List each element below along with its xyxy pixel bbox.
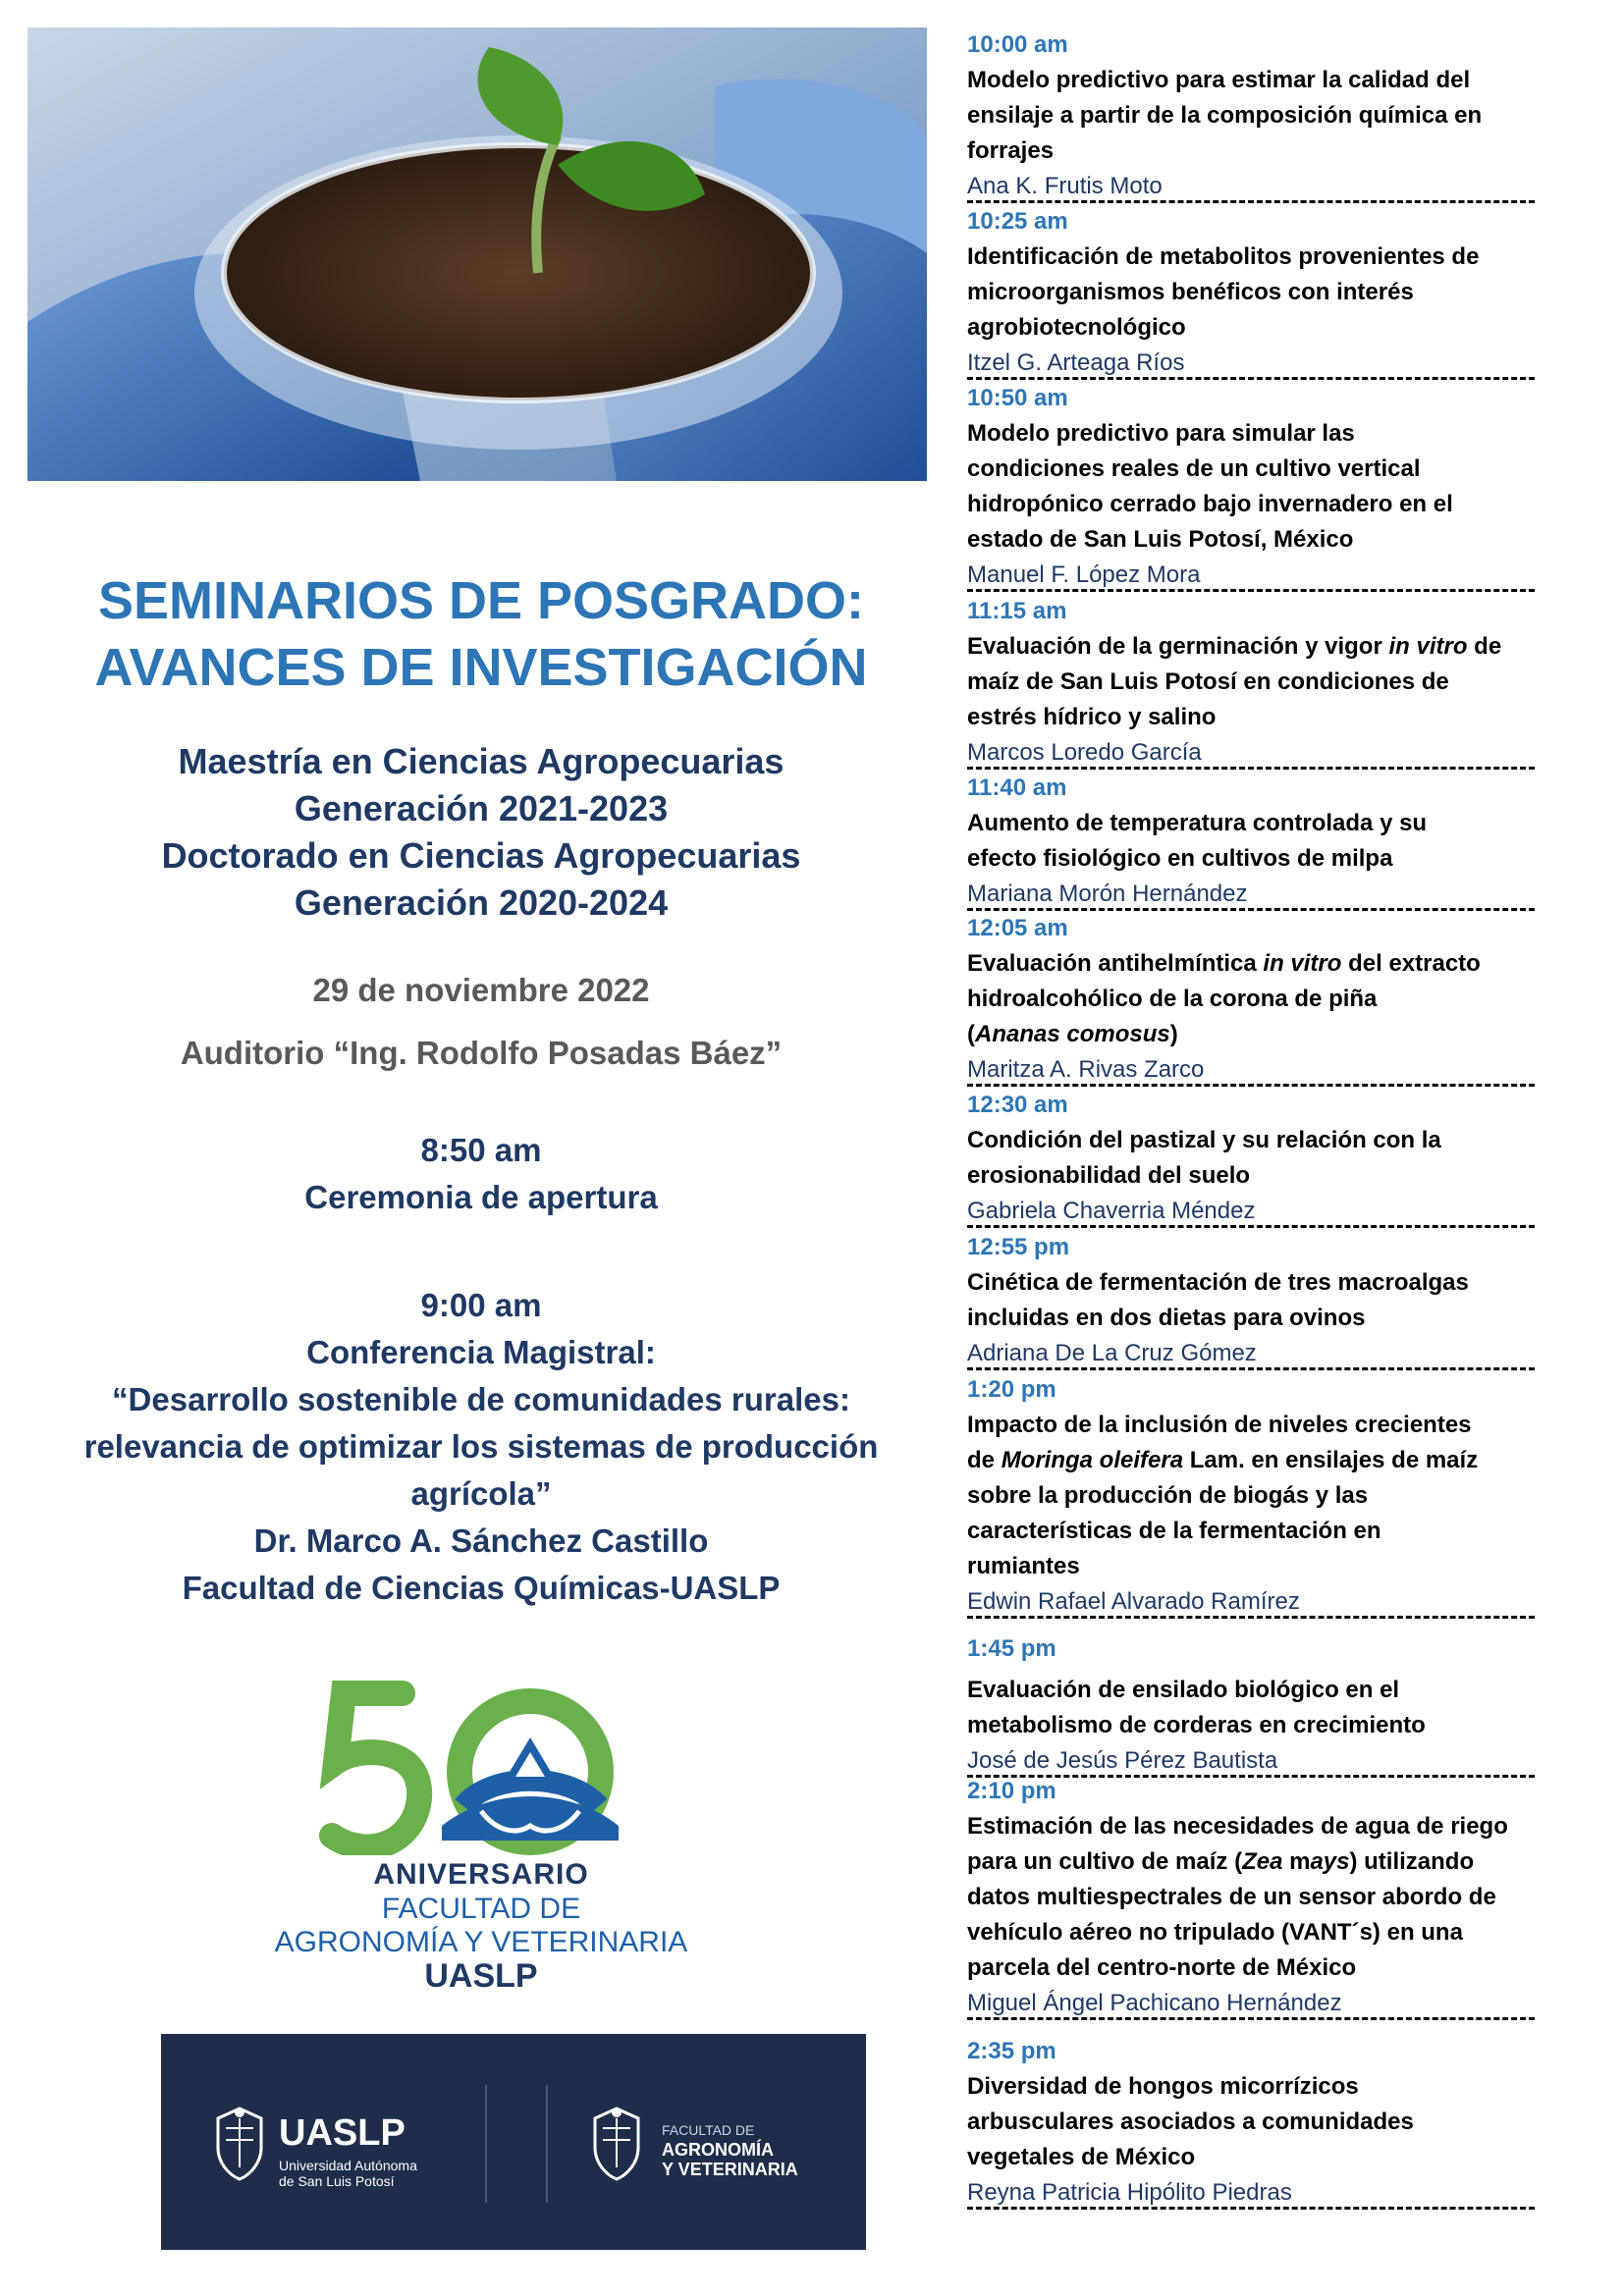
talk-title-line: Evaluación antihelmíntica in vitro del extracto	[967, 950, 1481, 977]
talk-title-line: Evaluación de la germinación y vigor in vitro de	[967, 633, 1502, 660]
talk-speaker: Itzel G. Arteaga Ríos	[967, 349, 1185, 376]
schedule-time: 10:50 am	[967, 385, 1068, 411]
talk-speaker: Edwin Rafael Alvarado Ramírez	[967, 1588, 1300, 1615]
talk-title-line: Estimación de las necesidades de agua de riego	[967, 1813, 1508, 1840]
talk-speaker: Gabriela Chaverria Méndez	[967, 1198, 1256, 1224]
program-line: Generación 2021-2023	[294, 788, 669, 828]
talk-title-line: datos multiespectrales de un sensor abordo de	[967, 1884, 1496, 1910]
keynote-title-line: relevancia de optimizar los sistemas de producción	[83, 1428, 879, 1465]
talk-title-line: erosionabilidad del suelo	[967, 1162, 1251, 1189]
program-line: Maestría en Ciencias Agropecuarias	[178, 741, 785, 781]
talk-title-line: Cinética de fermentación de tres macroalgas	[967, 1269, 1469, 1296]
institution-banner	[161, 2034, 866, 2250]
talk-speaker: Manuel F. López Mora	[967, 561, 1201, 588]
talk-title-line: microorganismos benéficos con interés	[967, 279, 1414, 305]
page-title-line-1: SEMINARIOS DE POSGRADO:	[97, 571, 865, 630]
talk-title-line: ensilaje a partir de la composición química en	[967, 102, 1483, 129]
faculty-crest-icon	[585, 2105, 648, 2183]
talk-title-line: Identificación de metabolitos provenientes de	[967, 243, 1480, 270]
faculty-name-line: Y VETERINARIA	[662, 2160, 798, 2179]
schedule-time: 1:20 pm	[967, 1376, 1056, 1403]
talk-speaker: Mariana Morón Hernández	[967, 881, 1248, 907]
talk-speaker: Reyna Patricia Hipólito Piedras	[967, 2179, 1292, 2206]
anniversary-line-3: AGRONOMÍA Y VETERINARIA	[274, 1926, 688, 1958]
programs-block	[0, 738, 962, 927]
schedule-entry	[967, 771, 1537, 911]
talk-title-line: vegetales de México	[967, 2144, 1196, 2170]
talk-title-line: estado de San Luis Potosí, México	[967, 526, 1354, 553]
talk-title-line: hidroalcohólico de la corona de piña	[967, 986, 1378, 1012]
talk-title-line: parcela del centro-norte de México	[967, 1954, 1357, 1981]
uaslp-wordmark: UASLP	[279, 2112, 406, 2154]
talk-title-line: Modelo predictivo para estimar la calidad del	[967, 67, 1471, 93]
opening-block	[0, 1127, 962, 1221]
schedule-time: 1:45 pm	[967, 1635, 1056, 1662]
talk-title-line: vehículo aéreo no tripulado (VANT´s) en una	[967, 1919, 1463, 1946]
schedule-entry	[967, 911, 1537, 1087]
uaslp-subtitle-line: Universidad Autónoma	[279, 2158, 417, 2173]
schedule-entry	[967, 381, 1537, 592]
uaslp-subtitle	[279, 2158, 475, 2189]
anniversary-line-4: UASLP	[424, 1957, 538, 1995]
schedule-time: 2:10 pm	[967, 1778, 1056, 1804]
keynote-title-line: agrícola”	[410, 1475, 552, 1512]
program-line: Doctorado en Ciencias Agropecuarias	[161, 835, 801, 876]
anniversary-line-1: ANIVERSARIO	[373, 1858, 589, 1891]
anniversary-line-2: FACULTAD DE	[381, 1893, 581, 1925]
keynote-label: Conferencia Magistral:	[306, 1334, 656, 1370]
banner-divider	[485, 2085, 487, 2203]
schedule-entry	[967, 1631, 1537, 1778]
talk-title-line: maíz de San Luis Potosí en condiciones de	[967, 668, 1449, 695]
schedule-entry	[967, 1372, 1537, 1619]
event-venue: Auditorio “Ing. Rodolfo Posadas Báez”	[180, 1035, 783, 1071]
schedule-time: 12:30 am	[967, 1092, 1068, 1118]
schedule-entry	[967, 1774, 1537, 2020]
talk-title-line: rumiantes	[967, 1553, 1080, 1579]
talk-title-line: estrés hídrico y salino	[967, 704, 1217, 730]
keynote-time: 9:00 am	[420, 1287, 542, 1323]
50-logo-icon	[295, 1679, 687, 1855]
schedule-time: 12:55 pm	[967, 1234, 1070, 1260]
talk-speaker: José de Jesús Pérez Bautista	[967, 1747, 1278, 1774]
keynote-title-line: “Desarrollo sostenible de comunidades rurales:	[112, 1381, 850, 1417]
talk-title-line: Modelo predictivo para simular las	[967, 420, 1355, 447]
talk-title-line: Impacto de la inclusión de niveles crecientes	[967, 1412, 1472, 1438]
keynote-affiliation: Facultad de Ciencias Químicas-UASLP	[182, 1570, 781, 1606]
talk-title-line: Aumento de temperatura controlada y su	[967, 810, 1428, 836]
opening-label: Ceremonia de apertura	[304, 1179, 658, 1215]
event-date: 29 de noviembre 2022	[312, 972, 650, 1008]
talk-title-line: condiciones reales de un cultivo vertical	[967, 455, 1421, 482]
banner-divider	[546, 2085, 548, 2203]
talk-speaker: Miguel Ángel Pachicano Hernández	[967, 1990, 1342, 2016]
talk-title-line: metabolismo de corderas en crecimiento	[967, 1712, 1426, 1738]
talk-title-line: efecto fisiológico en cultivos de milpa	[967, 845, 1393, 872]
talk-title-line: Diversidad de hongos micorrízicos	[967, 2073, 1359, 2100]
opening-time: 8:50 am	[420, 1132, 542, 1168]
seedling-photo	[27, 27, 927, 481]
faculty-small-label: FACULTAD DE	[662, 2122, 755, 2138]
talk-title-line: para un cultivo de maíz (Zea mays) utilizando	[967, 1848, 1475, 1875]
talk-title-line: sobre la producción de biogás y las	[967, 1482, 1369, 1509]
schedule-entry	[967, 2034, 1537, 2210]
talk-title-line: hidropónico cerrado bajo invernadero en el	[967, 491, 1453, 517]
schedule-time: 10:00 am	[967, 31, 1068, 58]
talk-speaker: Maritza A. Rivas Zarco	[967, 1056, 1205, 1083]
schedule-entry	[967, 204, 1537, 380]
talk-speaker: Marcos Loredo García	[967, 739, 1202, 766]
uaslp-subtitle-line: de San Luis Potosí	[279, 2173, 395, 2189]
seedling-in-petri-dish-image	[27, 27, 927, 481]
schedule-entry	[967, 1088, 1537, 1228]
program-line: Generación 2020-2024	[294, 882, 669, 923]
keynote-speaker: Dr. Marco A. Sánchez Castillo	[253, 1522, 709, 1559]
talk-title-line: Condición del pastizal y su relación con la	[967, 1127, 1441, 1153]
schedule-entry	[967, 1230, 1537, 1370]
talk-title-line: incluidas en dos dietas para ovinos	[967, 1305, 1366, 1331]
talk-title-line: Evaluación de ensilado biológico en el	[967, 1677, 1400, 1703]
schedule-time: 2:35 pm	[967, 2038, 1056, 2064]
talk-title-line: (Ananas comosus)	[967, 1021, 1178, 1047]
faculty-name-line: AGRONOMÍA	[662, 2140, 774, 2160]
talk-title-line: de Moringa oleifera Lam. en ensilajes de maíz	[967, 1447, 1479, 1473]
schedule-time: 11:40 am	[967, 774, 1067, 801]
page-title-line-2: AVANCES DE INVESTIGACIÓN	[94, 638, 868, 697]
talk-title-line: arbusculares asociados a comunidades	[967, 2109, 1414, 2135]
schedule-entry	[967, 27, 1537, 203]
talk-title-line: características de la fermentación en	[967, 1518, 1381, 1544]
faculty-name	[662, 2140, 798, 2179]
talk-speaker: Ana K. Frutis Moto	[967, 173, 1163, 199]
keynote-block	[0, 1282, 962, 1612]
talk-title-line: agrobiotecnológico	[967, 314, 1186, 341]
schedule-time: 12:05 am	[967, 915, 1068, 941]
talk-speaker: Adriana De La Cruz Gómez	[967, 1340, 1257, 1366]
schedule-entry	[967, 594, 1537, 770]
schedule-time: 10:25 am	[967, 208, 1068, 235]
talk-title-line: forrajes	[967, 137, 1055, 164]
schedule-time: 11:15 am	[967, 598, 1067, 624]
uaslp-crest-icon	[208, 2105, 271, 2183]
